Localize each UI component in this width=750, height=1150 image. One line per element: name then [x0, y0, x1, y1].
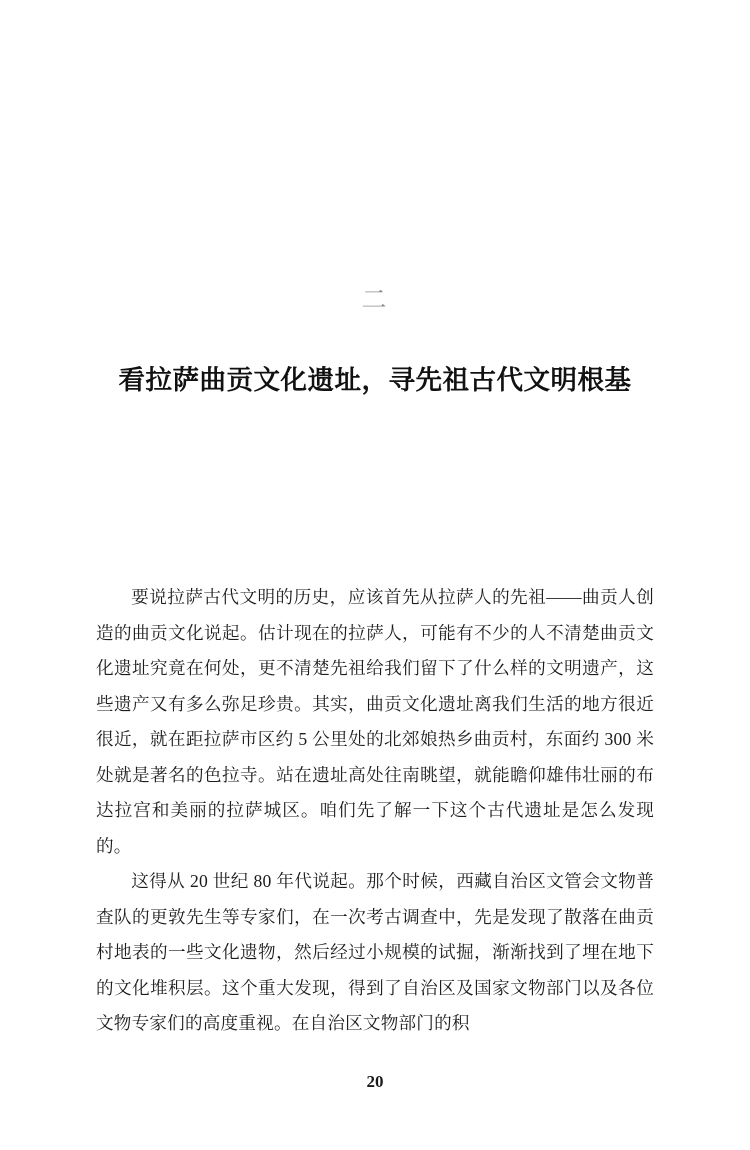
body-text [96, 580, 654, 1042]
page-title: 看拉萨曲贡文化遗址，寻先祖古代文明根基 [118, 364, 632, 395]
paragraph: 要说拉萨古代文明的历史，应该首先从拉萨人的先祖——曲贡人创造的曲贡文化说起。估计现在的拉萨人，可能有不少的人不清楚曲贡文化遗址究竟在何处，更不清楚先祖给我们留下了什么样的文明遗产，这些遗产又有多么弥足珍贵。其实，曲贡文化遗址离我们生活的地方很近很近，就在距拉萨市区约 5 公里处的北郊娘热乡曲贡村，东面约 300 米处就是著名的色拉寺。站在遗址高处往南眺望，就能瞻仰雄伟壮丽的布达拉宫和美丽的拉萨城区。咱们先了解一下这个古代遗址是怎么发现的。 [96, 587, 654, 856]
chapter-number: 二 [361, 287, 389, 314]
page-number: 20 [366, 1072, 384, 1091]
paragraph: 这得从 20 世纪 80 年代说起。那个时候，西藏自治区文管会文物普查队的更敦先生等专家们，在一次考古调查中，先是发现了散落在曲贡村地表的一些文化遗物，然后经过小规模的试掘，渐渐找到了埋在地下的文化堆积层。这个重大发现，得到了自治区及国家文物部门以及各位文物专家们的高度重视。在自治区文物部门的积 [96, 871, 654, 1033]
